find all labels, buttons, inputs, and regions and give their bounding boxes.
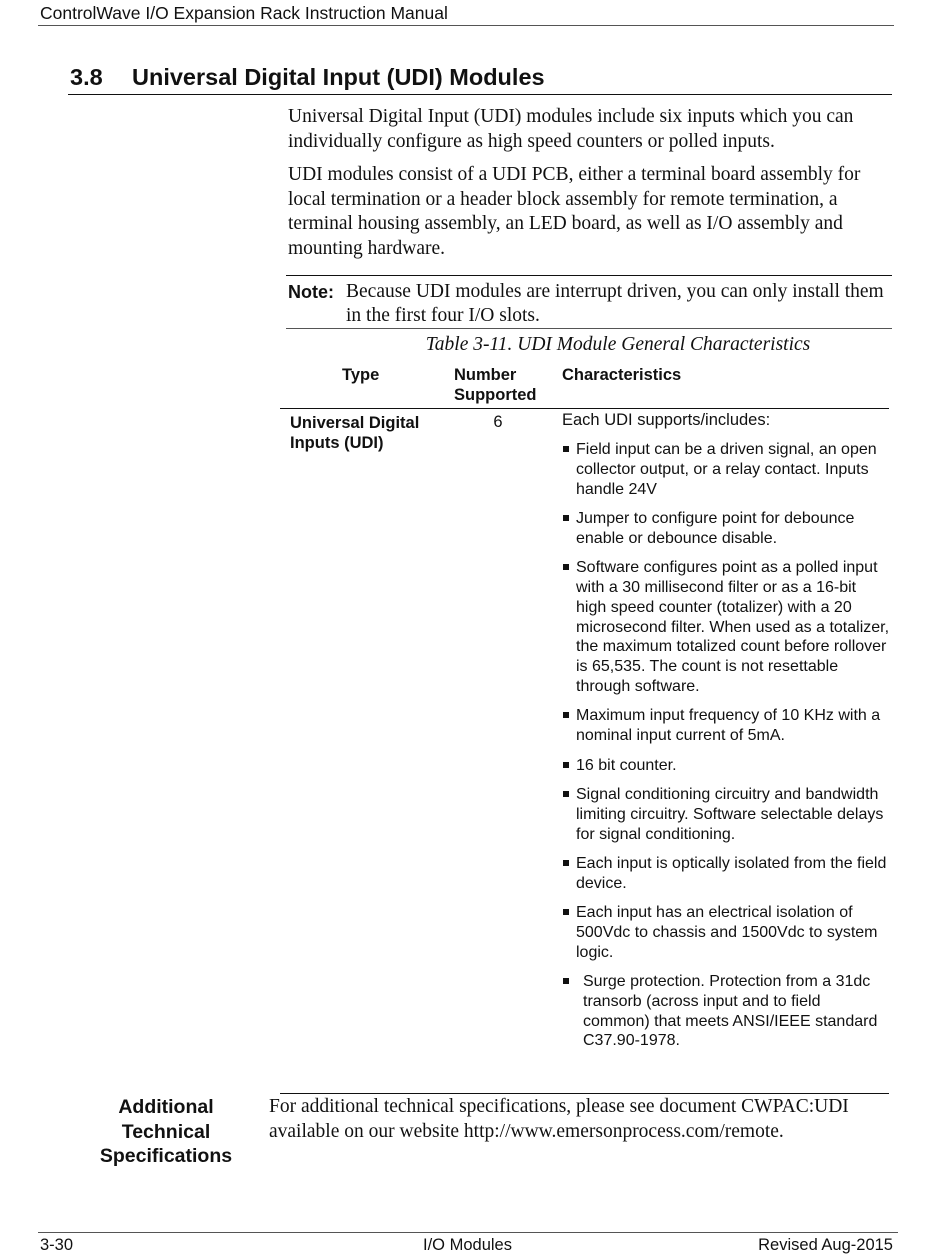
- note-block: [288, 280, 892, 328]
- bullet-text: Field input can be a driven signal, an open collector output, or a relay contact. Inputs handle 24V: [576, 441, 877, 498]
- table-caption: Table 3-11. UDI Module General Characteristics: [425, 334, 811, 355]
- additional-specs-heading-line1: Additional: [118, 1096, 214, 1118]
- bullet-square-icon: [563, 446, 569, 452]
- intro-paragraph-1: Universal Digital Input (UDI) modules include six inputs which you can individually configure as high speed counters or polled inputs.: [288, 106, 854, 152]
- table-header-number-line1: Number: [454, 366, 517, 384]
- bullet-square-icon: [563, 978, 569, 984]
- bullet-text: Each input is optically isolated from the field device.: [576, 854, 887, 892]
- table-cell-characteristics-intro: Each UDI supports/includes:: [562, 411, 771, 429]
- bullet-item: [562, 558, 890, 697]
- section-heading: [70, 64, 545, 91]
- table-header-type: Type: [342, 366, 380, 384]
- bullet-item: [562, 509, 890, 549]
- bullet-square-icon: [563, 515, 569, 521]
- additional-specs-heading-line3: Specifications: [99, 1145, 233, 1167]
- bullet-square-icon: [563, 712, 569, 718]
- bullet-text: Signal conditioning circuitry and bandwidth limiting circuitry. Software selectable delays for signal conditioning.: [576, 785, 884, 843]
- note-label: Note:: [288, 282, 334, 302]
- table-cell-number: 6: [493, 413, 503, 431]
- bullet-square-icon: [563, 909, 569, 915]
- bullet-square-icon: [563, 791, 569, 797]
- table-header-characteristics: Characteristics: [562, 366, 682, 384]
- header-rule: [38, 25, 894, 26]
- bullet-text: Maximum input frequency of 10 KHz with a nominal input current of 5mA.: [576, 707, 881, 745]
- table-cell-type-line1: Universal Digital: [290, 414, 420, 432]
- bullet-text: Software configures point as a polled input with a 30 millisecond filter or as a 16-bit high speed counter (totalizer) with a 20 microsecond filter. When used as a totalizer, the maximum totalized count before rollover is 65,535. The count is not resettable through software.: [576, 559, 890, 695]
- bullet-text: 16 bit counter.: [576, 756, 677, 774]
- footer-revision: Revised Aug-2015: [758, 1236, 893, 1254]
- footer-rule: [38, 1232, 898, 1233]
- table-header-rule: [280, 408, 889, 409]
- section-rule: [68, 94, 892, 95]
- bullet-text: Jumper to configure point for debounce enable or debounce disable.: [576, 509, 855, 547]
- footer-chapter: I/O Modules: [423, 1236, 512, 1254]
- bullet-item: [562, 972, 890, 1051]
- bullet-item: [562, 756, 890, 776]
- additional-specs-heading-line2: Technical: [121, 1120, 211, 1143]
- bullet-text: Each input has an electrical isolation of 500Vdc to chassis and 1500Vdc to system logic.: [576, 904, 878, 961]
- bullet-square-icon: [563, 860, 569, 866]
- note-rule-bottom: [286, 328, 892, 329]
- bullet-square-icon: [563, 762, 569, 768]
- bullet-item: [562, 854, 890, 894]
- running-header: ControlWave I/O Expansion Rack Instruction Manual: [40, 3, 448, 23]
- bullet-item: [562, 706, 890, 746]
- characteristics-bullet-list: [562, 440, 890, 1061]
- table-cell-type-line2: Inputs (UDI): [290, 434, 384, 452]
- bullet-item: [562, 903, 890, 962]
- table-header-number-line2: Supported: [454, 386, 537, 404]
- footer-page-number: 3-30: [40, 1236, 74, 1254]
- section-title: Universal Digital Input (UDI) Modules: [132, 64, 545, 90]
- intro-paragraph-2: UDI modules consist of a UDI PCB, either a terminal board assembly for local termination or a header block assembly for remote termination, a terminal housing assembly, an LED board, as well as I/O assembly and mounting hardware.: [288, 164, 861, 259]
- note-text: Because UDI modules are interrupt driven, you can only install them in the first four I/O slots.: [346, 281, 884, 326]
- bullet-item: [562, 785, 890, 844]
- table-header-number: [454, 365, 537, 405]
- bullet-text: Surge protection. Protection from a 31dc transorb (across input and to field common) that meets ANSI/IEEE standard C37.90-1978.: [583, 973, 878, 1050]
- section-number: 3.8: [70, 64, 103, 90]
- bullet-square-icon: [563, 564, 569, 570]
- additional-specs-heading: [86, 1095, 246, 1169]
- table-cell-type: [290, 413, 440, 453]
- additional-specs-text: For additional technical specifications, please see document CWPAC:UDI available on our website http://www.emersonprocess.com/remote.: [269, 1096, 849, 1142]
- note-rule-top: [286, 275, 892, 276]
- bullet-item: [562, 440, 890, 499]
